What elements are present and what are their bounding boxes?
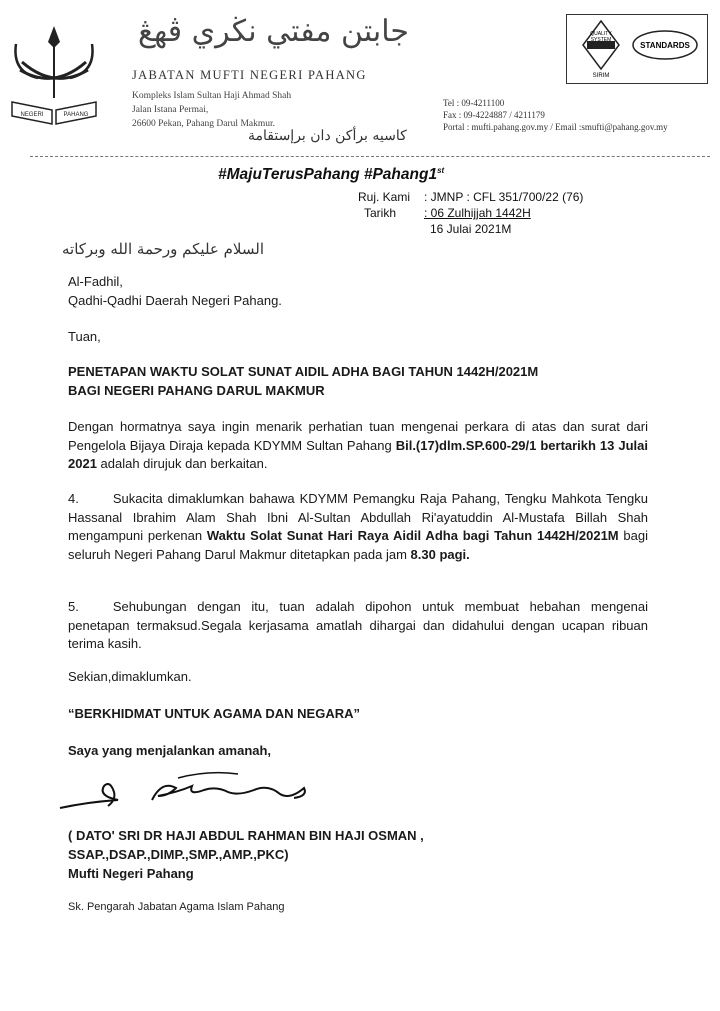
signatory-position: Mufti Negeri Pahang (68, 866, 194, 881)
hashtag-sup: st (437, 166, 445, 175)
portal-email: Portal : mufti.pahang.gov.my / Email :smufti@pahang.gov.my (443, 122, 668, 132)
recipient-name: Qadhi-Qadhi Daerah Negeri Pahang. (68, 293, 282, 308)
crest-ribbon-right: PAHANG (63, 112, 89, 118)
signatory-titles: SSAP.,DSAP.,DIMP.,SMP.,AMP.,PKC) (68, 847, 289, 862)
signatory-name: ( DATO' SRI DR HAJI ABDUL RAHMAN BIN HAJI OSMAN , (68, 828, 424, 843)
subject-line-2: BAGI NEGERI PAHANG DARUL MAKMUR (68, 383, 325, 398)
para1-letter-ref: Bil.(17)dlm.SP.600-29/1 bertarikh 13 Julai 2021 (68, 437, 648, 471)
tarikh-gregorian: 16 Julai 2021M (430, 222, 512, 236)
para4-prayer-time: 8.30 pagi. (410, 546, 470, 562)
system-label: SYSTEM (590, 37, 612, 43)
certification-box (566, 14, 708, 84)
sirim-label: SIRIM (592, 73, 610, 79)
fax-number: Fax : 09-4224887 / 4211179 (443, 110, 545, 120)
hashtag-text: #MajuTerusPahang #Pahang1 (218, 166, 438, 184)
ruj-value: : JMNP : CFL 351/700/22 (76) (424, 190, 584, 204)
trust-line: Saya yang menjalankan amanah, (68, 743, 272, 758)
handwritten-signature (58, 766, 318, 816)
para4-number: 4. (68, 491, 79, 506)
closing-text: Sekian,dimaklumkan. (68, 669, 192, 684)
department-name: JABATAN MUFTI NEGERI PAHANG (132, 68, 367, 82)
greeting: Tuan, (68, 329, 101, 344)
standards-label: STANDARDS (640, 41, 690, 50)
address-line-3: 26600 Pekan, Pahang Darul Makmur. (132, 119, 276, 129)
address-line-1: Kompleks Islam Sultan Haji Ahmad Shah (132, 91, 292, 101)
tel-number: Tel : 09-4211100 (443, 98, 505, 108)
tarikh-hijri: : 06 Zulhijjah 1442H (424, 206, 531, 220)
para5-text: Sehubungan dengan itu, tuan adalah dipohon untuk membuat hebahan mengenai penetapan termaksud.Segala kerjasama amatlah dihargai dan didahului dengan ucapan ribuan terima kasih. (68, 599, 648, 651)
paragraph-4 (68, 490, 648, 564)
address-line-2: Jalan Istana Permai, (132, 105, 209, 115)
arabic-department-title: جابتن مفتي نڬري ڤهڠ (138, 14, 409, 49)
para5-number: 5. (68, 599, 79, 614)
paragraph-1 (68, 418, 648, 474)
para4-prayer-time-title: Waktu Solat Sunat Hari Raya Aidil Adha bagi Tahun 1442H/2021M (206, 528, 619, 543)
paragraph-5 (68, 598, 648, 654)
quality-label: QUALITY (590, 31, 612, 37)
carbon-copy-line: Sk. Pengarah Jabatan Agama Islam Pahang (68, 901, 285, 913)
para4-text-a: Sukacita dimaklumkan bahawa KDYMM Pemangku Raja Pahang, Tengku Mahkota Tengku Hassanal Ibrahim Alam Shah Ibni Al-Sultan Abdullah Ri'ayatuddin Al-Mustafa Billah Shah mengampuni perkenan (68, 491, 648, 543)
motto-line: “BERKHIDMAT UNTUK AGAMA DAN NEGARA” (68, 706, 360, 721)
crest-ribbon-left: NEGERI (20, 112, 44, 118)
pahang-crest-logo (8, 26, 100, 126)
subject-line-1: PENETAPAN WAKTU SOLAT SUNAT AIDIL ADHA BAGI TAHUN 1442H/2021M (68, 364, 539, 379)
tarikh-label: Tarikh (364, 206, 397, 220)
header-divider (30, 156, 710, 157)
para1-text-b: adalah dirujuk dan berkaitan. (96, 456, 268, 471)
arabic-motto: كاسيه برأكن دان برإستقامة (248, 128, 407, 144)
ruj-label: Ruj. Kami (358, 190, 411, 204)
para4-text-b: bagi seluruh Negeri Pahang Darul Makmur ditetapkan pada jam (68, 528, 648, 562)
islamic-greeting: السلام عليكم ورحمة الله وبركاته (62, 240, 264, 258)
hashtag-line (218, 166, 444, 184)
sirim-quality-logo (567, 15, 707, 83)
para1-text-a: Dengan hormatnya saya ingin menarik perhatian tuan mengenai perkara di atas dan surat dari Pengelola Bijaya Diraja kepada KDYMM Sultan Pahang (68, 419, 648, 453)
recipient-salutation: Al-Fadhil, (68, 274, 123, 289)
